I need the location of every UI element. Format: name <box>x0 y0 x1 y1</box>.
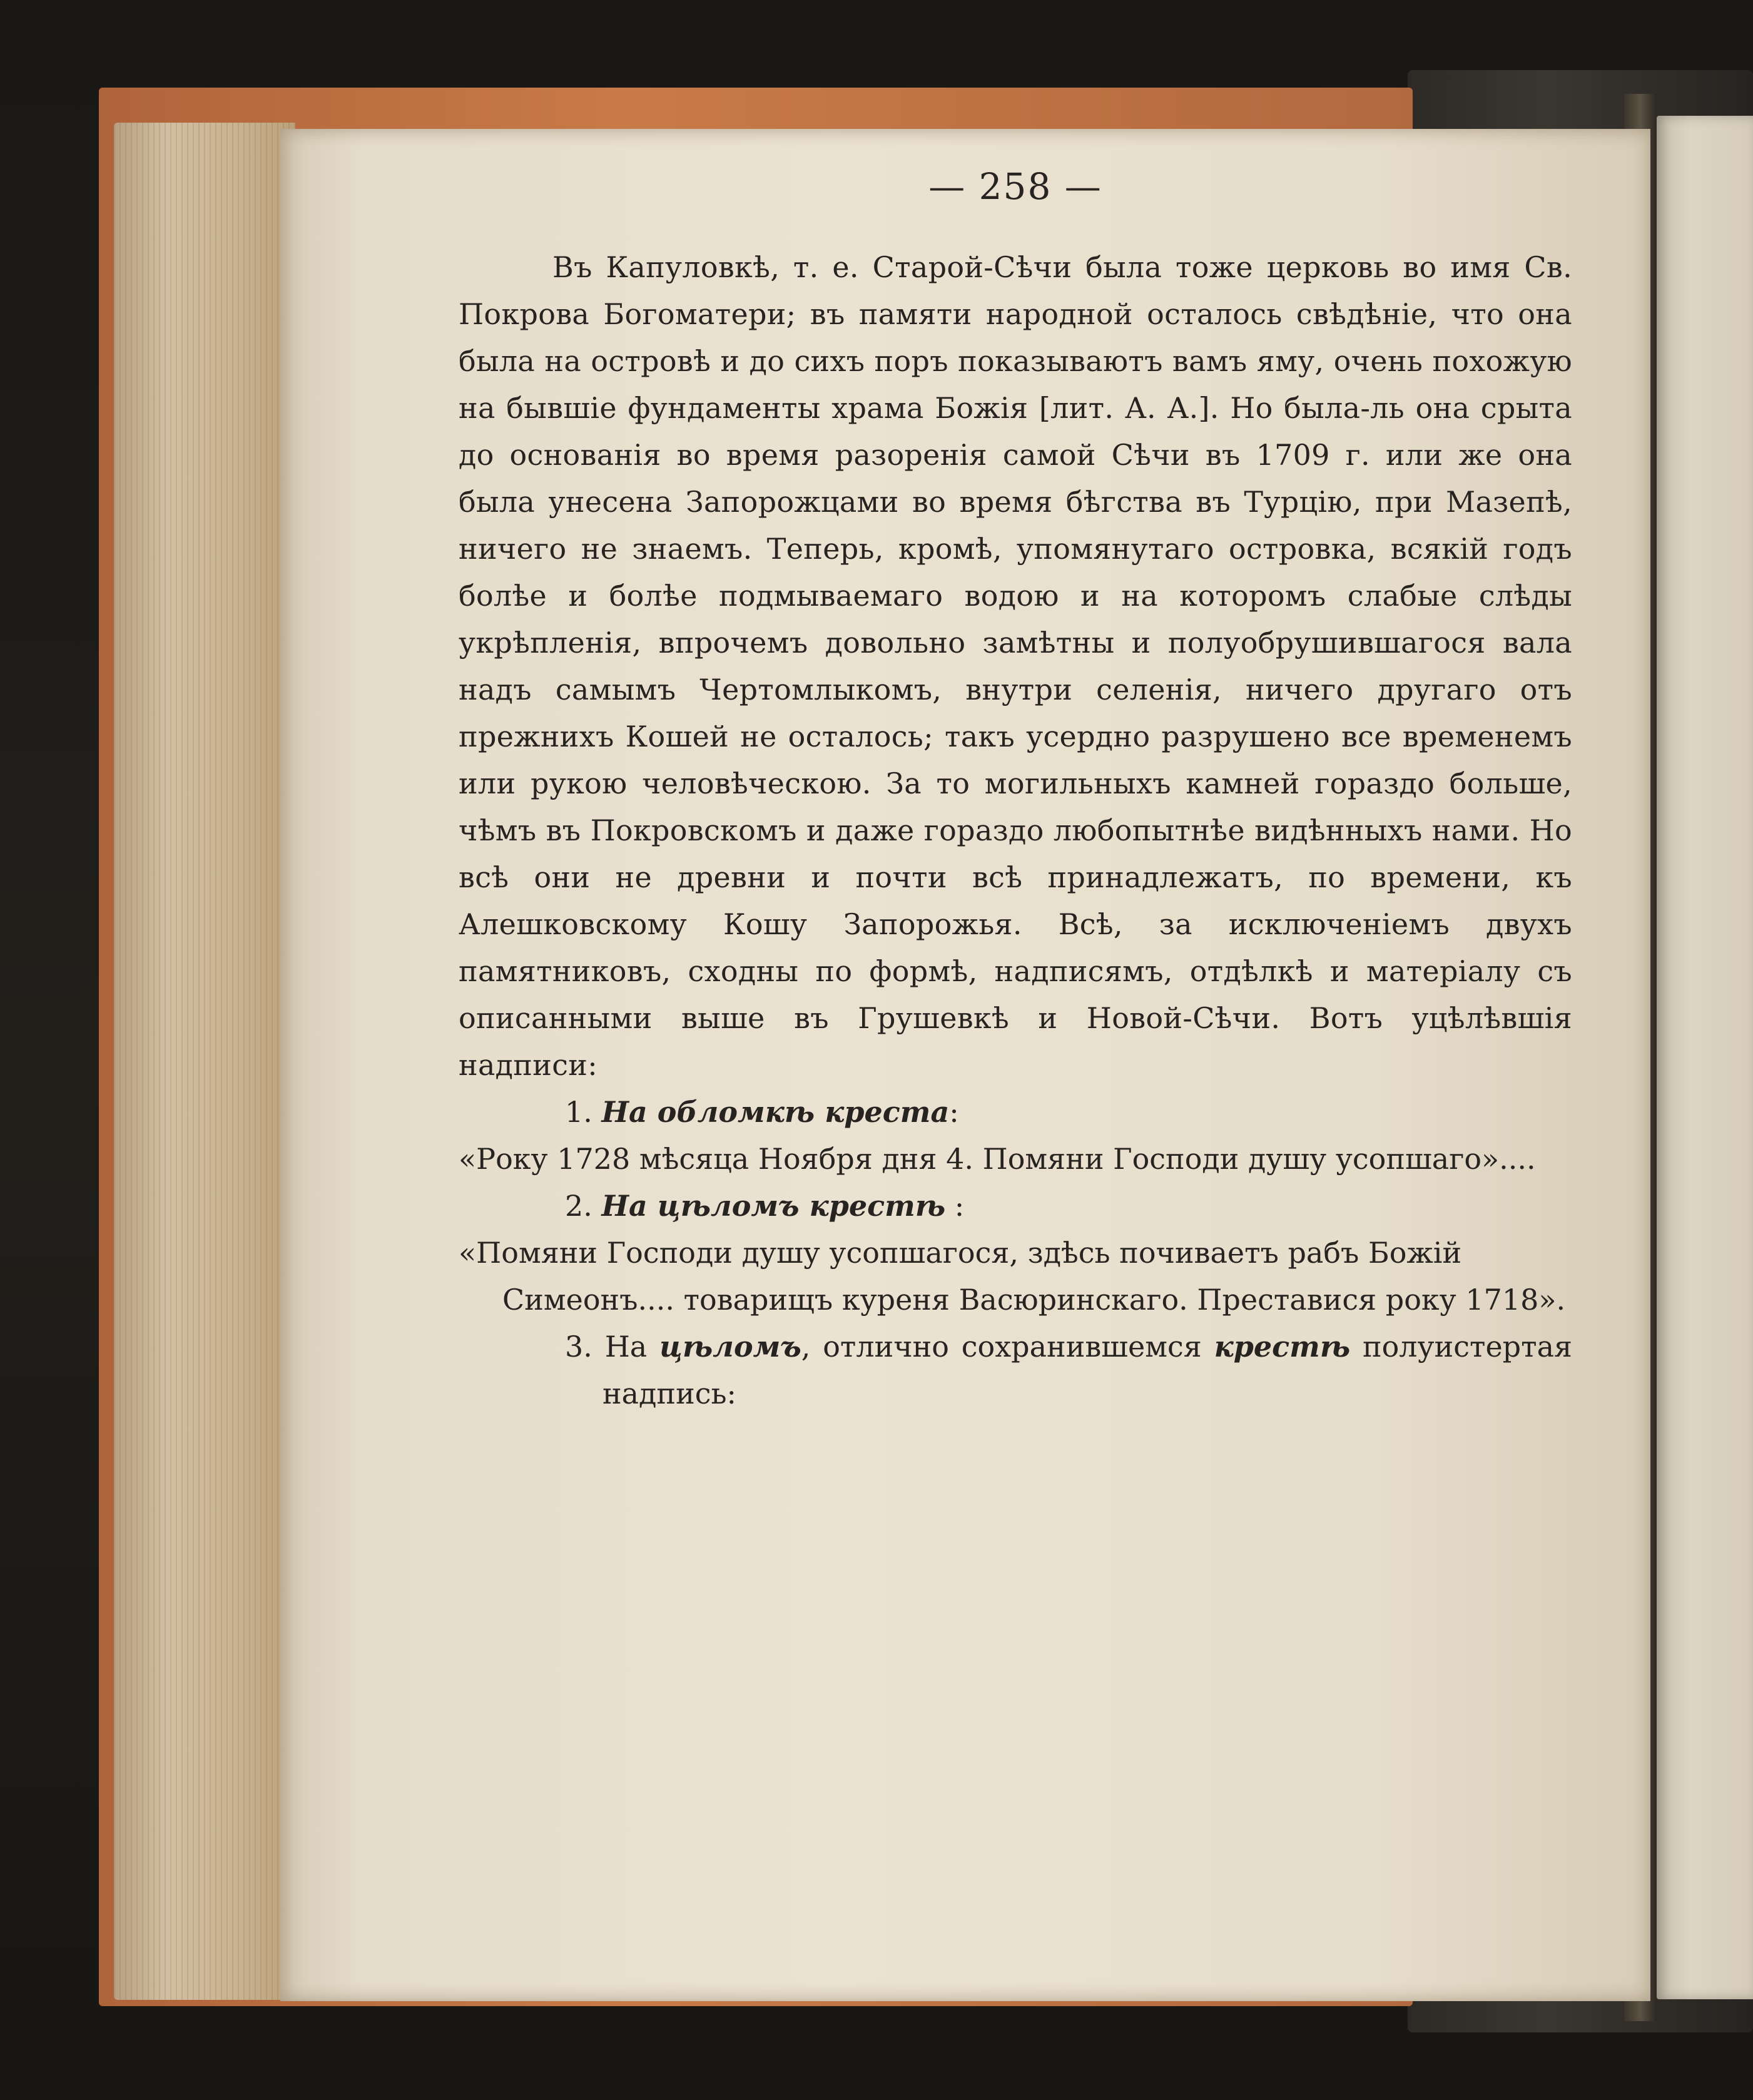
list-item-colon: : <box>949 1095 959 1129</box>
list-item-1-heading <box>459 1089 1572 1136</box>
list-item-italic-word: крестѣ <box>1214 1330 1351 1363</box>
list-item-colon: : <box>945 1189 965 1223</box>
list-item-number: 2. <box>565 1189 592 1223</box>
list-item-3 <box>459 1323 1572 1417</box>
book-page <box>280 129 1650 2001</box>
list-item-title: На цѣломъ крестѣ <box>601 1189 946 1223</box>
list-item-text: , отлично сохранившемся <box>801 1330 1202 1363</box>
list-item-text: На <box>604 1330 648 1363</box>
list-item-text: полуистертая надпись: <box>602 1330 1573 1410</box>
list-item-2-heading <box>459 1183 1572 1230</box>
main-paragraph: Въ Капуловкѣ, т. е. Старой-Сѣчи была тоже церковь во имя Св. Покрова Богоматери; въ памяти народной осталось свѣдѣніе, что она была на островѣ и до сихъ поръ показываютъ вамъ яму, очень похожую на бывшіе фундаменты храма Божія [лит. А. А.]. Но была-ль она срыта до основанія во время разоренія самой Сѣчи въ 1709 г. или же она была унесена Запорожцами во время бѣгства въ Турцію, при Мазепѣ, ничего не знаемъ. Теперь, кромѣ, упомянутаго островка, всякій годъ болѣе и болѣе подмываемаго водою и на которомъ слабые слѣды укрѣпленія, впрочемъ довольно замѣтны и полуобрушившагося вала надъ самымъ Чертомлыкомъ, внутри селенія, ничего другаго отъ прежнихъ Кошей не осталось; такъ усердно разрушено все временемъ или рукою человѣческою. За то могильныхъ камней гораздо больше, чѣмъ въ Покровскомъ и даже гораздо любопытнѣе видѣнныхъ нами. Но всѣ они не древни и почти всѣ принадлежатъ, по времени, къ Алешковскому Кошу Запорожья. Всѣ, за исключеніемъ двухъ памятниковъ, сходны по формѣ, надписямъ, отдѣлкѣ и матеріалу съ описанными выше въ Грушевкѣ и Новой-Сѣчи. Вотъ уцѣлѣвшія надписи: <box>459 250 1572 1082</box>
list-item-number: 1. <box>565 1095 592 1129</box>
list-item-title: На обломкѣ креста <box>601 1095 950 1129</box>
page-text-block <box>459 165 1572 1417</box>
inscription-quote-1: «Року 1728 мѣсяца Ноября дня 4. Помяни Господи душу усопшаго».... <box>459 1142 1536 1176</box>
list-item-italic-word: цѣломъ <box>659 1330 801 1363</box>
adjacent-page-edge <box>1657 116 1753 1999</box>
page-number: — 258 — <box>928 165 1102 208</box>
list-item-number: 3. <box>565 1330 592 1363</box>
page-block-edges <box>114 123 295 2000</box>
inscription-quote-2: «Помяни Господи душу усопшагося, здѣсь почиваетъ рабъ Божій Симеонъ.... товарищъ куреня Васюринскаго. Преставися року 1718». <box>459 1236 1566 1317</box>
